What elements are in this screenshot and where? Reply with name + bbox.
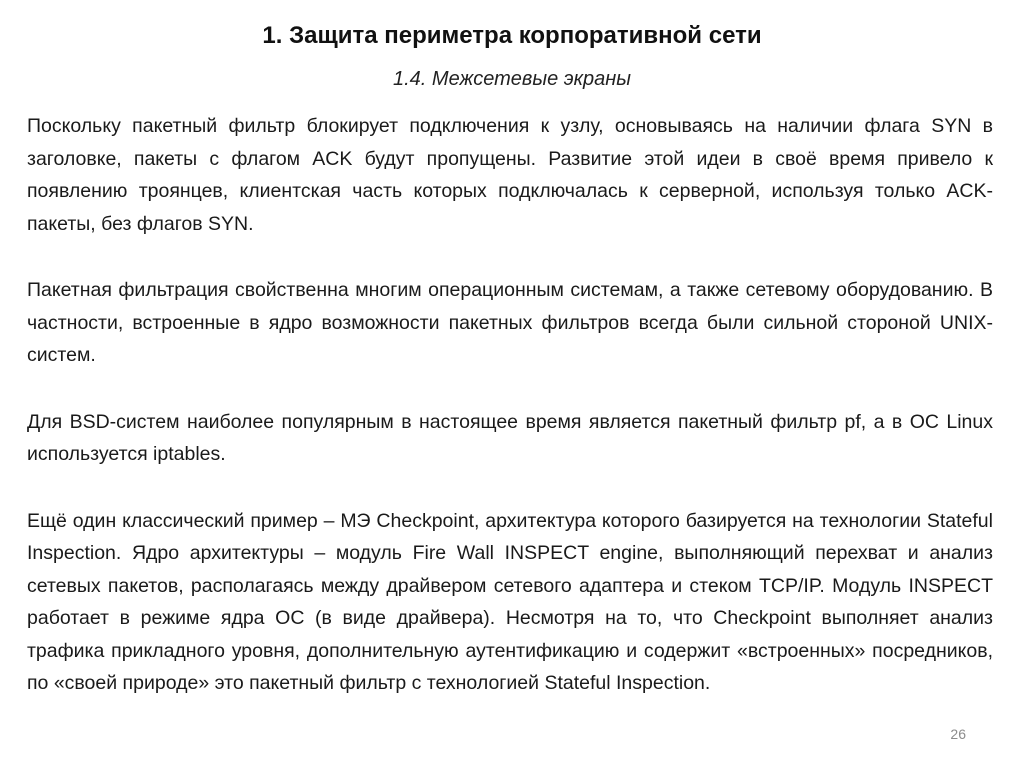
slide-subtitle: 1.4. Межсетевые экраны [393,68,631,90]
slide-title: 1. Защита периметра корпоративной сети [262,22,762,49]
slide-content [27,110,993,734]
paragraph-checkpoint: Ещё один классический пример – МЭ Checkpoint, архитектура которого базируется на технологии Stateful Inspection. Ядро архитектуры – модуль Fire Wall INSPECT engine, выполняющий перехват и анализ сетевых пакетов, располагаясь между драйвером сетевого адаптера и стеком TCP/IP. Модуль INSPECT работает в режиме ядра ОС (в виде драйвера). Несмотря на то, что Checkpoint выполняет анализ трафика прикладного уровня, дополнительную аутентификацию и содержит «встроенных» посредников, по «своей природе» это пакетный фильтр с технологией Stateful Inspection. [27,509,993,694]
paragraph-packet-filtering-os: Пакетная фильтрация свойственна многим операционным системам, а также сетевому оборудованию. В частности, встроенные в ядро возможности пакетных фильтров всегда были сильной стороной UNIX-систем. [27,279,993,366]
page-number: 26 [950,726,966,742]
paragraph-packet-filter-syn: Поскольку пакетный фильтр блокирует подключения к узлу, основываясь на наличии флага SYN в заголовке, пакеты с флагом ACK будут пропущены. Развитие этой идеи в своё время привело к появлению троянцев, клиентская часть которых подключалась к серверной, используя только ACK-пакеты, без флагов SYN. [27,115,993,235]
paragraph-bsd-linux: Для BSD-систем наиболее популярным в настоящее время является пакетный фильтр pf, а в ОС Linux используется iptables. [27,410,993,465]
